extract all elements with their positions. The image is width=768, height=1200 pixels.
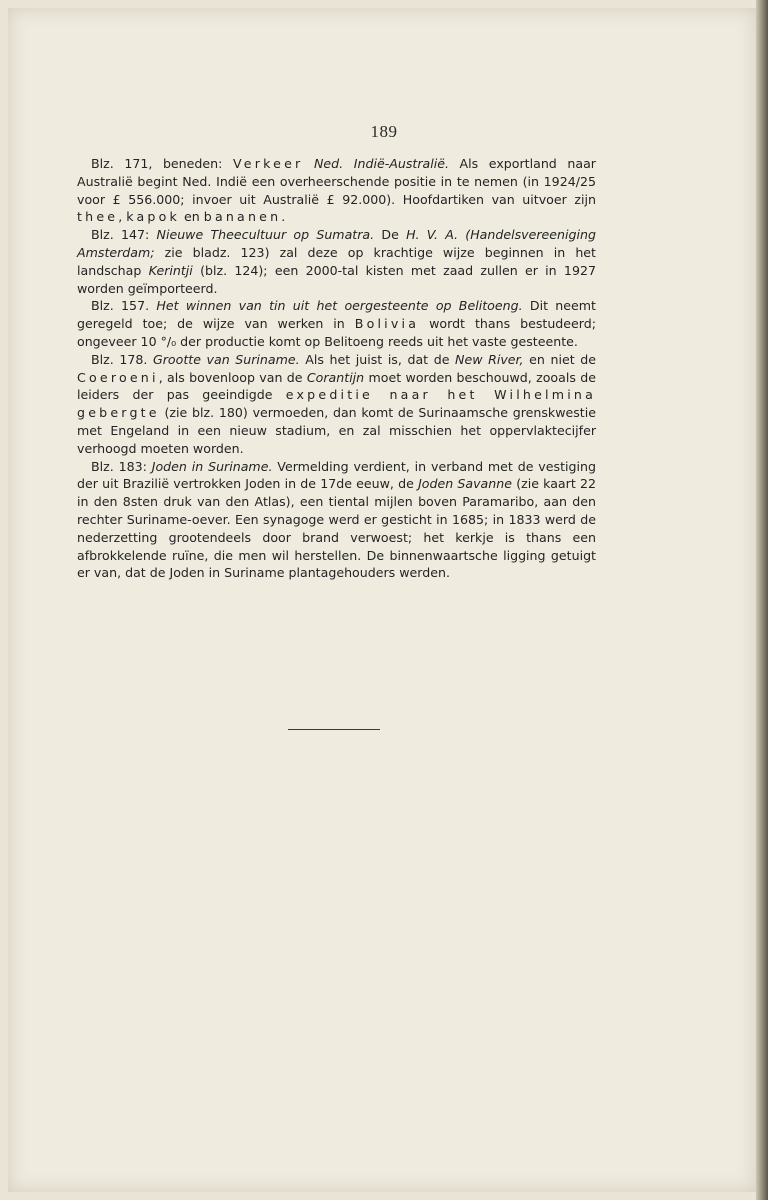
text-run: Coeroeni bbox=[77, 369, 159, 385]
text-run: Als het juist is, dat de bbox=[299, 351, 456, 367]
text-run: (zie blz. 180) vermoeden, dan komt de Surinaamsche grenskwestie met Engeland in een nieuw stadium, en zal misschien het oppervlaktecijfer verhoogd moeten worden. bbox=[77, 405, 596, 456]
text-run: Joden Savanne bbox=[418, 476, 512, 492]
text-run: Het winnen van tin uit het oergesteente op Belitoeng. bbox=[156, 298, 523, 314]
text-run: Joden in Suriname. bbox=[151, 458, 273, 474]
text-run: , als bovenloop van de bbox=[158, 369, 307, 385]
text-run: Grootte van Suriname. bbox=[152, 351, 300, 367]
text-run: Dit neemt geregeld toe; de wijze van werken in bbox=[77, 298, 596, 332]
text-run: Blz. 171, beneden: bbox=[91, 156, 233, 171]
text-run: en bbox=[180, 209, 204, 225]
text-run: New River, bbox=[455, 351, 524, 367]
text-run: , bbox=[118, 209, 127, 225]
text-run: . bbox=[281, 209, 286, 225]
text-run: Ned. Indië-Australië. bbox=[314, 156, 449, 171]
text-run: Blz. 147: bbox=[91, 227, 157, 243]
text-run: De bbox=[374, 227, 407, 243]
text-run: wordt thans bestudeerd; ongeveer 10 °/₀ der productie komt op Belitoeng reeds uit het vaste gesteente. bbox=[77, 316, 596, 349]
paragraph-blz-183 bbox=[77, 458, 596, 583]
text-run: Nieuwe Theecultuur op Sumatra. bbox=[156, 227, 375, 243]
paragraph-blz-171 bbox=[77, 155, 596, 226]
text-run: moet worden beschouwd, zooals de leiders der pas geeindigde bbox=[77, 369, 596, 403]
text-run: Als exportland naar Australië begint Ned. Indië een overheerschende positie in te nemen (in 1924/25 voor £ 556.000; invoer uit Australië £ 92.000). Hoofdartiken van uitvoer zijn bbox=[77, 156, 596, 207]
text-run: Blz. 178. bbox=[91, 351, 153, 367]
paragraph-blz-178 bbox=[77, 351, 596, 458]
body-text bbox=[77, 155, 596, 582]
text-run: Bolivia bbox=[354, 316, 420, 332]
text-run: zie bladz. 123) zal deze op krachtige wijze beginnen in het landschap bbox=[77, 244, 596, 278]
text-run: Blz. 183: bbox=[91, 458, 152, 474]
text-run: expeditie naar het Wilhelmina gebergte bbox=[77, 387, 597, 421]
text-run: (zie kaart 22 in den 8sten druk van den Atlas), een tiental mijlen boven Paramaribo, aan den rechter Suriname-oever. Een synagoge werd er gesticht in 1685; in 1833 werd de nederzetting grootendeels door brand verwoest; het kerkje is thans een afbrokkelende ruïne, die men wil herstellen. De binnenwaartsche ligging getuigt er van, dat de Joden in Suriname plantagehouders werden. bbox=[77, 476, 596, 581]
text-run: bananen bbox=[203, 209, 282, 225]
text-run: Verkeer bbox=[232, 156, 304, 171]
end-rule bbox=[288, 729, 380, 730]
text-run: (blz. 124); een 2000-tal kisten met zaad zullen er in 1927 worden geïmporteerd. bbox=[77, 262, 596, 296]
text-run: Corantijn bbox=[306, 369, 365, 385]
paragraph-blz-157 bbox=[77, 297, 596, 350]
text-run: Kerintji bbox=[148, 262, 193, 278]
text-run bbox=[303, 156, 314, 171]
text-run: Vermelding verdient, in verband met de vestiging der uit Brazilië vertrokken Joden in de 17de eeuw, de bbox=[77, 458, 596, 492]
text-run: en niet de bbox=[523, 351, 596, 367]
text-run: thee bbox=[77, 209, 119, 225]
page-number: 189 bbox=[370, 122, 398, 141]
text-run: H. V. A. (Handelsvereeniging Amsterdam; bbox=[77, 227, 597, 260]
text-run: kapok bbox=[126, 209, 181, 225]
page-edge bbox=[756, 0, 768, 1200]
paragraph-blz-147 bbox=[77, 226, 596, 297]
text-run: Blz. 157. bbox=[91, 298, 157, 314]
